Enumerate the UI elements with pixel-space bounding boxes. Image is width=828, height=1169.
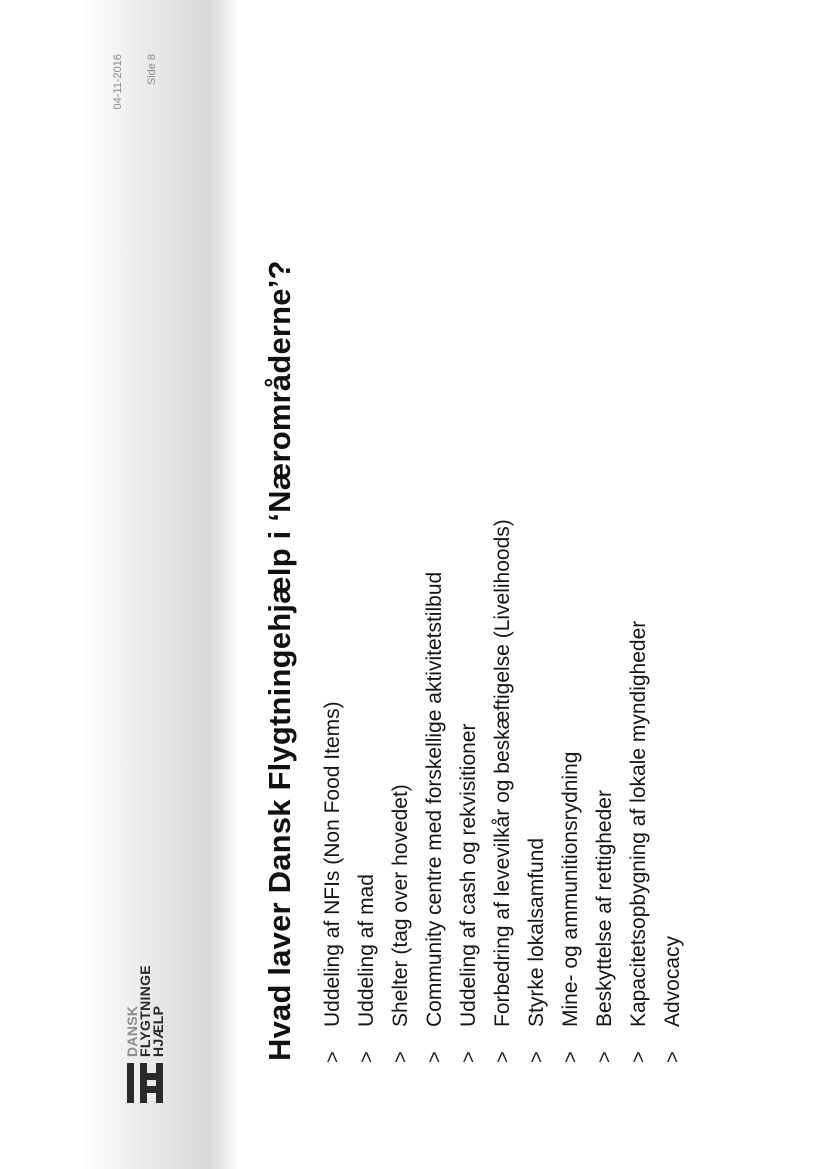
bullet-item xyxy=(384,519,418,1063)
logo-line-1: DANSK xyxy=(123,1005,140,1057)
date-label: 04-11-2016 xyxy=(112,54,124,110)
bullet-item xyxy=(486,519,520,1063)
chevron-right-icon: > xyxy=(661,1051,684,1063)
chevron-right-icon: > xyxy=(457,1051,480,1063)
logo-mark-icon xyxy=(125,1063,165,1103)
bullet-item xyxy=(656,519,690,1063)
bullet-text: Styrke lokalsamfund xyxy=(525,837,548,1027)
bullet-item xyxy=(316,519,350,1063)
bullet-text: Kapacitetsopbygning af lokale myndigheder xyxy=(627,620,650,1027)
logo-line-2: FLYGTNINGE xyxy=(136,965,153,1057)
bullet-item xyxy=(520,519,554,1063)
chevron-right-icon: > xyxy=(491,1051,514,1063)
chevron-right-icon: > xyxy=(321,1051,344,1063)
bullet-text: Uddeling af NFIs (Non Food Items) xyxy=(321,701,344,1027)
bullet-text: Shelter (tag over hovedet) xyxy=(389,784,412,1027)
chevron-right-icon: > xyxy=(525,1051,548,1063)
bullet-list xyxy=(316,519,690,1063)
bullet-text: Uddeling af cash og rekvisitioner xyxy=(457,723,480,1027)
bullet-item xyxy=(554,519,588,1063)
bullet-text: Mine- og ammunitionsrydning xyxy=(559,751,582,1027)
organization-logo xyxy=(120,965,170,1103)
chevron-right-icon: > xyxy=(593,1051,616,1063)
chevron-right-icon: > xyxy=(559,1051,582,1063)
chevron-right-icon: > xyxy=(627,1051,650,1063)
bullet-item xyxy=(452,519,486,1063)
bullet-text: Uddeling af mad xyxy=(355,874,378,1027)
bullet-text: Forbedring af levevilkår og beskæftigelse (Livelihoods) xyxy=(491,519,514,1027)
bullet-text: Beskyttelse af rettigheder xyxy=(593,790,616,1027)
bullet-text: Advocacy xyxy=(661,935,684,1027)
page-number: Side 8 xyxy=(146,54,158,86)
slide-title: Hvad laver Dansk Flygtningehjælp i ‘Nærområderne’? xyxy=(262,260,297,1061)
header-band xyxy=(0,0,238,1169)
bullet-item xyxy=(350,519,384,1063)
bullet-item xyxy=(588,519,622,1063)
logo-line-3: HJÆLP xyxy=(149,1005,166,1057)
bullet-text: Community centre med forskellige aktivitetstilbud xyxy=(423,571,446,1027)
bullet-item xyxy=(418,519,452,1063)
chevron-right-icon: > xyxy=(389,1051,412,1063)
chevron-right-icon: > xyxy=(355,1051,378,1063)
bullet-item xyxy=(622,519,656,1063)
chevron-right-icon: > xyxy=(423,1051,446,1063)
logo-text xyxy=(123,965,166,1057)
